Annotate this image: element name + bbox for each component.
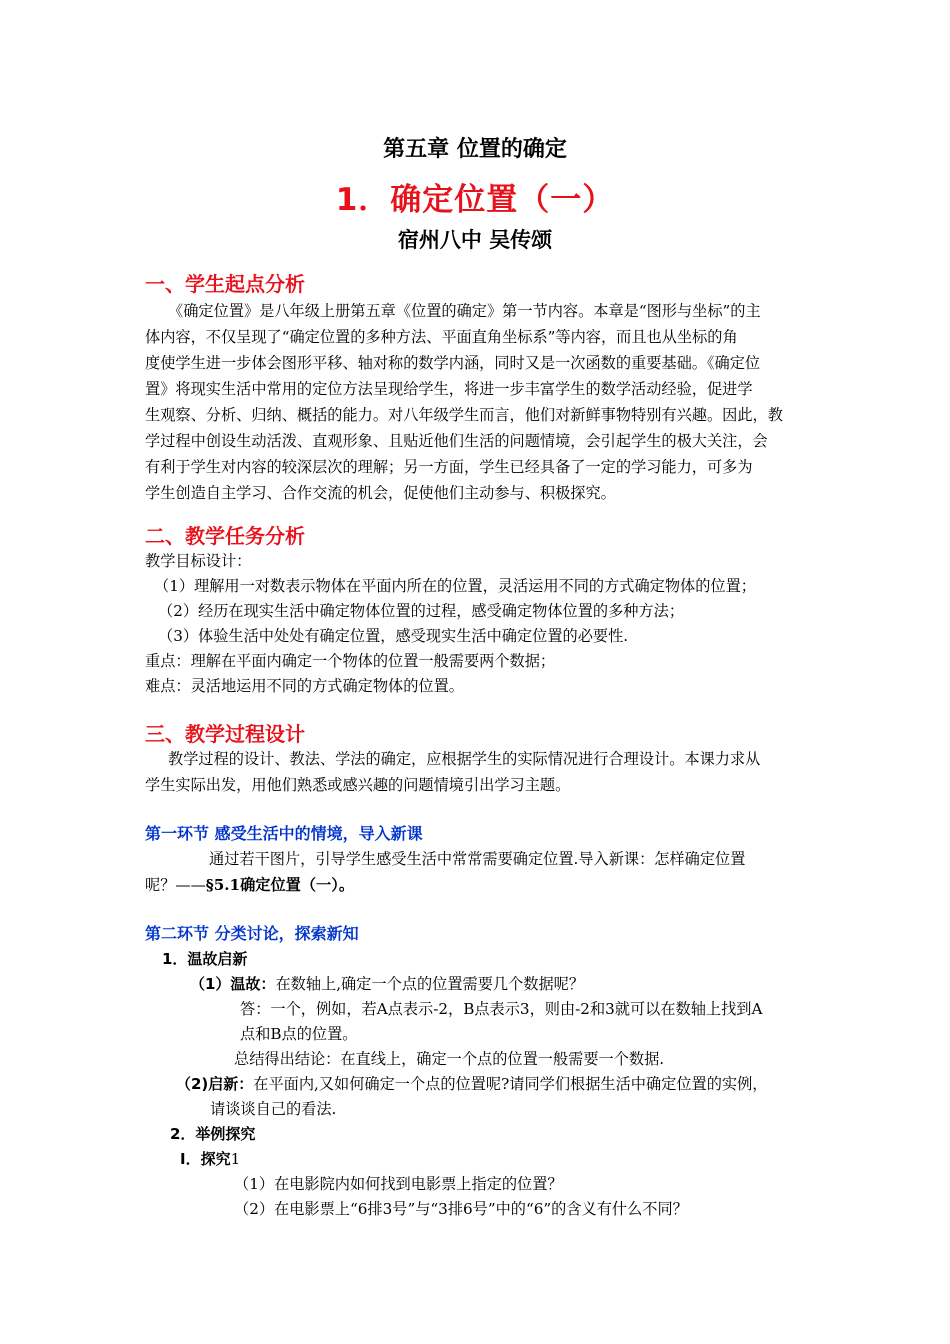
s1-line-2: 体内容，不仅呈现了“确定位置的多种方法、平面直角坐标系”等内容，而且也从坐标的角	[145, 328, 738, 346]
explore-number: 1	[230, 1150, 241, 1168]
question-1: （1）在电影院内如何找到电影票上指定的位置？	[234, 1175, 563, 1193]
new-line-2: 请谈谈自己的看法.	[210, 1100, 337, 1118]
author-line: 宿州八中 吴传颂	[397, 228, 553, 252]
stage-1-title: 第一环节 感受生活中的情境，导入新课	[145, 824, 423, 843]
goal-1: （1）理解用一对数表示物体在平面内所在的位置，灵活运用不同的方式确定物体的位置；	[154, 577, 756, 595]
new-text: 在平面内,又如何确定一个点的位置呢?请同学们根据生活中确定位置的实例，	[253, 1075, 768, 1093]
s1-line-1: 《确定位置》是八年级上册第五章《位置的确定》第一节内容。本章是“图形与坐标”的主	[168, 302, 761, 320]
difficulty-point: 难点：灵活地运用不同的方式确定物体的位置。	[145, 677, 464, 695]
conclusion-line: 总结得出结论：在直线上，确定一个点的位置一般需要一个数据.	[234, 1050, 665, 1068]
explore-line	[180, 1147, 240, 1171]
s1-line-3: 度使学生进一步体会图形平移、轴对称的数学内涵，同时又是一次函数的重要基础。《确定位	[145, 354, 761, 372]
stage-1-section-ref: §5.1确定位置（一）。	[205, 876, 355, 894]
explore-label: Ⅰ．探究	[180, 1150, 231, 1168]
item-2-heading: 2．举例探究	[170, 1125, 256, 1143]
stage-1-line-2	[145, 873, 354, 897]
s1-line-6: 学过程中创设生动活泼、直观形象、且贴近他们生活的问题情境，会引起学生的极大关注，会	[145, 432, 768, 450]
goal-title: 教学目标设计：	[145, 552, 252, 570]
item-1-heading: 1．温故启新	[162, 950, 248, 968]
answer-line-1: 答：一个，例如，若A点表示-2，B点表示3，则由-2和3就可以在数轴上找到A	[240, 1000, 763, 1018]
lesson-title: 1．确定位置（一）	[335, 182, 615, 218]
goal-3: （3）体验生活中处处有确定位置，感受现实生活中确定位置的必要性.	[158, 627, 629, 645]
s1-line-7: 有利于学生对内容的较深层次的理解；另一方面，学生已经具备了一定的学习能力，可多为	[145, 458, 753, 476]
review-label: （1）温故：	[190, 975, 276, 993]
s1-line-4: 置》将现实生活中常用的定位方法呈现给学生，将进一步丰富学生的数学活动经验，促进学	[145, 380, 753, 398]
answer-line-2: 点和B点的位置。	[240, 1025, 358, 1043]
s1-line-5: 生观察、分析、归纳、概括的能力。对八年级学生而言，他们对新鲜事物特别有兴趣。因此，教	[145, 406, 783, 424]
new-line-1	[176, 1072, 767, 1096]
section-3-heading: 三、教学过程设计	[145, 722, 305, 746]
goal-2: （2）经历在现实生活中确定物体位置的过程，感受确定物体位置的多种方法；	[158, 602, 685, 620]
s3-line-2: 学生实际出发，用他们熟悉或感兴趣的问题情境引出学习主题。	[145, 776, 571, 794]
s3-line-1: 教学过程的设计、教法、学法的确定，应根据学生的实际情况进行合理设计。本课力求从	[168, 750, 761, 768]
stage-2-title: 第二环节 分类讨论，探索新知	[145, 924, 359, 943]
s1-line-8: 学生创造自主学习、合作交流的机会，促使他们主动参与、积极探究。	[145, 484, 616, 502]
question-2: （2）在电影票上“6排3号”与“3排6号”中的“6”的含义有什么不同？	[234, 1200, 688, 1218]
review-line	[190, 972, 584, 996]
section-2-heading: 二、教学任务分析	[145, 524, 305, 548]
stage-1-line-1: 通过若干图片，引导学生感受生活中常常需要确定位置.导入新课：怎样确定位置	[209, 850, 746, 868]
section-1-heading: 一、学生起点分析	[145, 272, 305, 296]
new-label: （2)启新：	[176, 1075, 254, 1093]
chapter-title: 第五章 位置的确定	[383, 137, 567, 162]
key-point: 重点：理解在平面内确定一个物体的位置一般需要两个数据；	[145, 652, 556, 670]
stage-1-line-2-text: 呢？——	[145, 876, 206, 894]
review-text: 在数轴上,确定一个点的位置需要几个数据呢？	[275, 975, 585, 993]
